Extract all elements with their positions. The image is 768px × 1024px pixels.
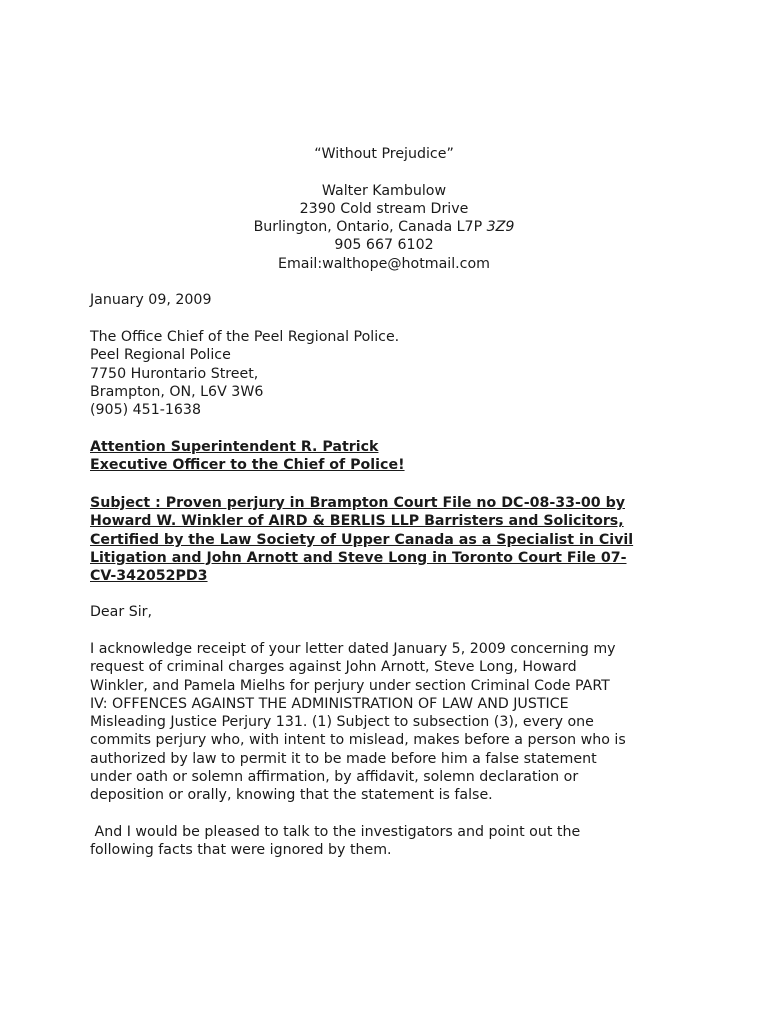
- body-line: commits perjury who, with intent to mislead, makes before a person who is: [90, 732, 626, 749]
- recipient-line: Peel Regional Police: [90, 347, 231, 364]
- attention-line: Executive Officer to the Chief of Police!: [90, 457, 405, 474]
- body-line: Misleading Justice Perjury 131. (1) Subject to subsection (3), every one: [90, 714, 594, 731]
- sender-email: Email:walthope@hotmail.com: [278, 256, 490, 272]
- body-line: authorized by law to permit it to be made before him a false statement: [90, 750, 597, 767]
- body-paragraph-2: [90, 823, 670, 860]
- recipient-line: The Office Chief of the Peel Regional Police.: [90, 329, 400, 345]
- sender-street: 2390 Cold stream Drive: [299, 201, 469, 217]
- salutation: Dear Sir,: [90, 604, 152, 620]
- body-line: following facts that were ignored by them.: [90, 842, 392, 859]
- body-line: IV: OFFENCES AGAINST THE ADMINISTRATION OF LAW AND JUSTICE: [90, 695, 569, 712]
- sender-phone: 905 667 6102: [334, 237, 434, 253]
- sender-name: Walter Kambulow: [321, 183, 447, 199]
- recipient-line: 7750 Hurontario Street,: [90, 365, 259, 382]
- sender-city-text: Burlington, Ontario, Canada L7P: [253, 219, 487, 235]
- body-line: deposition or orally, knowing that the statement is false.: [90, 787, 493, 804]
- letter-date: January 09, 2009: [90, 292, 212, 308]
- body-paragraph-1: [90, 640, 670, 805]
- without-prejudice-heading: “Without Prejudice”: [314, 146, 454, 162]
- sender-postal-suffix: 3Z9: [486, 219, 515, 235]
- subject-line: Certified by the Law Society of Upper Canada as a Specialist in Civil: [90, 531, 634, 548]
- body-line: request of criminal charges against John Arnott, Steve Long, Howard: [90, 659, 577, 676]
- body-line: under oath or solemn affirmation, by affidavit, solemn declaration or: [90, 769, 579, 786]
- subject-block: [90, 494, 670, 585]
- subject-line: Howard W. Winkler of AIRD & BERLIS LLP Barristers and Solicitors,: [90, 513, 624, 530]
- recipient-line: (905) 451-1638: [90, 402, 201, 419]
- attention-block: [90, 438, 670, 475]
- subject-line: CV-342052PD3: [90, 568, 208, 585]
- body-line: Winkler, and Pamela Mielhs for perjury under section Criminal Code PART: [90, 677, 610, 694]
- sender-city: [0, 218, 768, 236]
- attention-line: Attention Superintendent R. Patrick: [90, 439, 379, 455]
- recipient-address: [90, 328, 670, 419]
- recipient-line: Brampton, ON, L6V 3W6: [90, 383, 264, 400]
- body-line: I acknowledge receipt of your letter dated January 5, 2009 concerning my: [90, 641, 616, 657]
- subject-line: Subject : Proven perjury in Brampton Court File no DC-08-33-00 by: [90, 495, 625, 511]
- body-line: And I would be pleased to talk to the investigators and point out the: [90, 824, 581, 840]
- subject-line: Litigation and John Arnott and Steve Long in Toronto Court File 07-: [90, 549, 627, 566]
